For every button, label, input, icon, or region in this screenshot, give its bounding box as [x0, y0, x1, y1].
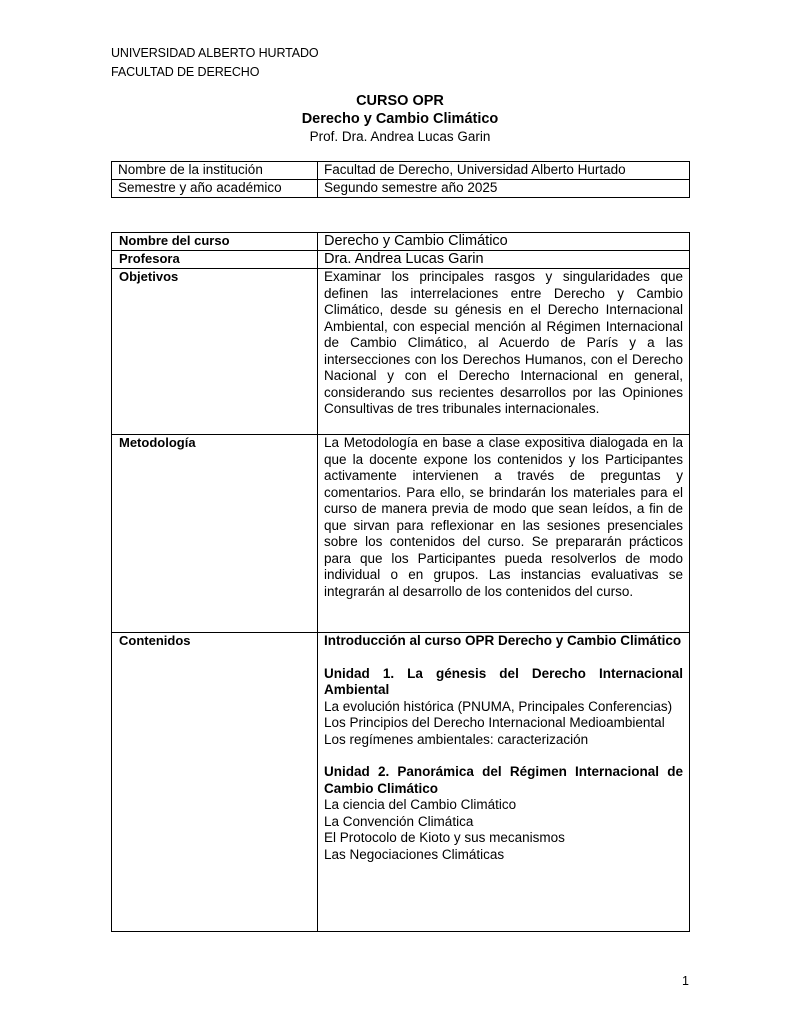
contents-label: Contenidos — [112, 633, 318, 932]
semester-value: Segundo semestre año 2025 — [318, 180, 690, 198]
institution-value: Facultad de Derecho, Universidad Alberto Hurtado — [318, 162, 690, 180]
professor-line: Prof. Dra. Andrea Lucas Garin — [309, 129, 491, 144]
table-row — [112, 180, 690, 198]
table-row — [112, 633, 690, 932]
institution-label: Nombre de la institución — [112, 162, 318, 180]
unit2-item: La ciencia del Cambio Climático — [324, 797, 517, 812]
unit1-item: Los Principios del Derecho Internacional Medioambiental — [324, 715, 665, 730]
university-name: UNIVERSIDAD ALBERTO HURTADO — [111, 46, 319, 60]
course-name-value: Derecho y Cambio Climático — [318, 233, 690, 251]
table-row — [112, 251, 690, 269]
table-row — [112, 233, 690, 251]
unit1-item: La evolución histórica (PNUMA, Principales Conferencias) — [324, 698, 673, 714]
professor-value: Dra. Andrea Lucas Garin — [318, 251, 690, 269]
unit2-item: El Protocolo de Kioto y sus mecanismos — [324, 830, 565, 845]
course-table — [111, 232, 690, 932]
page-number: 1 — [682, 974, 689, 988]
table-row — [112, 269, 690, 435]
methodology-label: Metodología — [112, 435, 318, 633]
course-title: Derecho y Cambio Climático — [301, 111, 499, 127]
professor-label: Profesora — [112, 251, 318, 269]
unit1-item: Los regímenes ambientales: caracterización — [324, 731, 589, 747]
objectives-label: Objetivos — [112, 269, 318, 435]
institution-table — [111, 161, 690, 198]
unit2-title: Unidad 2. Panorámica del Régimen Internacional de Cambio Climático — [324, 764, 683, 796]
unit2-item: Las Negociaciones Climáticas — [324, 846, 505, 862]
methodology-value: La Metodología en base a clase expositiva dialogada en la que la docente expone los contenidos y los Participantes activamente intervienen a través de preguntas y comentarios. Para ello, se brindarán los materiales para el curso de manera previa de modo que sean leídos, a fin de que sirvan para reflexionar en las sesiones presenciales sobre los contenidos del curso. Se prepararán prácticos para que los Participantes pueda resolverlos de modo individual o en grupos. Las instancias evaluativas se integrarán al desarrollo de los contenidos del curso. — [318, 435, 690, 633]
unit2-item: La Convención Climática — [324, 813, 474, 829]
contents-value — [318, 633, 690, 932]
table-row — [112, 162, 690, 180]
unit1-title: Unidad 1. La génesis del Derecho Internacional Ambiental — [324, 665, 683, 697]
objectives-value: Examinar los principales rasgos y singularidades que definen las interrelaciones entre Derecho y Cambio Climático, desde su génesis en el Derecho Internacional Ambiental, con especial mención al Régimen Internacional de Cambio Climático, al Acuerdo de París y a las intersecciones con los Derechos Humanos, con el Derecho Nacional y con el Derecho Internacional en general, considerando sus recientes desarrollos por las Opiniones Consultivas de tres tribunales internacionales. — [318, 269, 690, 435]
contents-intro: Introducción al curso OPR Derecho y Cambio Climático — [324, 633, 682, 648]
course-name-label: Nombre del curso — [112, 233, 318, 251]
course-code-title: CURSO OPR — [356, 93, 444, 109]
table-row — [112, 435, 690, 633]
faculty-name: FACULTAD DE DERECHO — [111, 65, 260, 79]
semester-label: Semestre y año académico — [112, 180, 318, 198]
